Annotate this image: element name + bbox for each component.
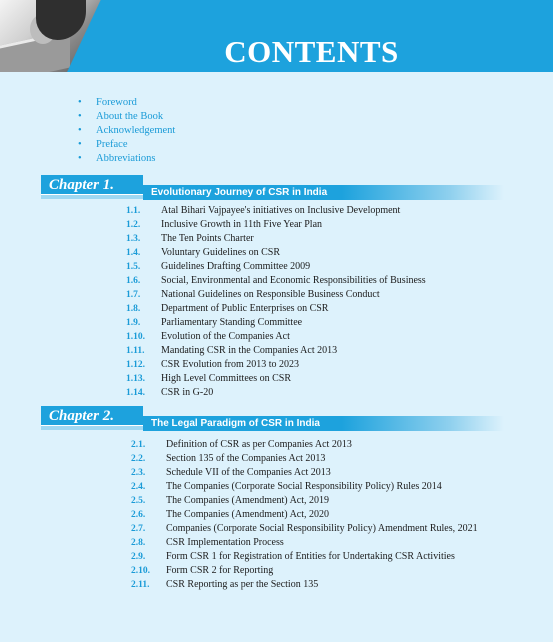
list-item[interactable]: 1.11. Mandating CSR in the Companies Act 2013 <box>126 345 338 356</box>
prelim-item[interactable]: • Acknowledgement <box>78 125 176 136</box>
chapter-label: Chapter 1. <box>41 175 143 195</box>
list-item[interactable]: 2.1. Definition of CSR as per Companies Act 2013 <box>131 439 352 450</box>
prelim-item[interactable]: • Foreword <box>78 97 137 108</box>
prelims-list <box>78 96 175 166</box>
list-item[interactable]: 2.5. The Companies (Amendment) Act, 2019 <box>131 495 330 506</box>
bullet-icon: • <box>78 111 82 122</box>
list-item[interactable]: 1.3. The Ten Points Charter <box>126 233 254 244</box>
list-item[interactable]: 2.11. CSR Reporting as per the Section 135 <box>131 579 319 590</box>
list-item[interactable]: 1.5. Guidelines Drafting Committee 2009 <box>126 261 311 272</box>
chapter-2-heading[interactable] <box>0 406 553 432</box>
chapter-title: The Legal Paradigm of CSR in India <box>151 418 320 429</box>
page-footer <box>0 638 553 642</box>
bullet-icon: • <box>78 139 82 150</box>
list-item[interactable]: 2.4. The Companies (Corporate Social Responsibility Policy) Rules 2014 <box>131 481 442 492</box>
chapter-label: Chapter 2. <box>41 406 143 426</box>
list-item[interactable]: 1.12. CSR Evolution from 2013 to 2023 <box>126 359 300 370</box>
list-item[interactable]: 2.3. Schedule VII of the Companies Act 2013 <box>131 467 331 478</box>
list-item[interactable]: 2.9. Form CSR 1 for Registration of Entities for Undertaking CSR Activities <box>131 551 455 562</box>
chapter-2-items <box>131 438 478 592</box>
page-title: CONTENTS <box>224 34 399 69</box>
list-item[interactable]: 1.14. CSR in G-20 <box>126 387 214 398</box>
list-item[interactable]: 2.10. Form CSR 2 for Reporting <box>131 565 274 576</box>
list-item[interactable]: 1.4. Voluntary Guidelines on CSR <box>126 247 280 258</box>
list-item[interactable]: 2.6. The Companies (Amendment) Act, 2020 <box>131 509 330 520</box>
header-banner <box>0 0 553 72</box>
list-item[interactable]: 1.9. Parliamentary Standing Committee <box>126 317 303 328</box>
list-item[interactable]: 1.6. Social, Environmental and Economic Responsibilities of Business <box>126 275 426 286</box>
list-item[interactable]: 1.13. High Level Committees on CSR <box>126 373 291 384</box>
list-item[interactable]: 1.7. National Guidelines on Responsible Business Conduct <box>126 289 380 300</box>
list-item[interactable]: 2.8. CSR Implementation Process <box>131 537 284 548</box>
list-item[interactable]: 1.2. Inclusive Growth in 11th Five Year Plan <box>126 219 323 230</box>
bullet-icon: • <box>78 97 82 108</box>
prelim-item[interactable]: • About the Book <box>78 111 164 122</box>
list-item[interactable]: 2.2. Section 135 of the Companies Act 2013 <box>131 453 326 464</box>
chapter-1-heading[interactable] <box>0 175 553 201</box>
prelim-item[interactable]: • Abbreviations <box>78 153 156 164</box>
list-item[interactable]: 1.10. Evolution of the Companies Act <box>126 331 290 342</box>
list-item[interactable]: 2.7. Companies (Corporate Social Responsibility Policy) Amendment Rules, 2021 <box>131 523 478 534</box>
list-item[interactable]: 1.1. Atal Bihari Vajpayee's initiatives on Inclusive Development <box>126 205 401 216</box>
bullet-icon: • <box>78 125 82 136</box>
prelim-item[interactable]: • Preface <box>78 139 128 150</box>
list-item[interactable]: 1.8. Department of Public Enterprises on CSR <box>126 303 329 314</box>
chapter-title: Evolutionary Journey of CSR in India <box>151 187 328 198</box>
bullet-icon: • <box>78 153 82 164</box>
chapter-1-items <box>126 204 426 400</box>
